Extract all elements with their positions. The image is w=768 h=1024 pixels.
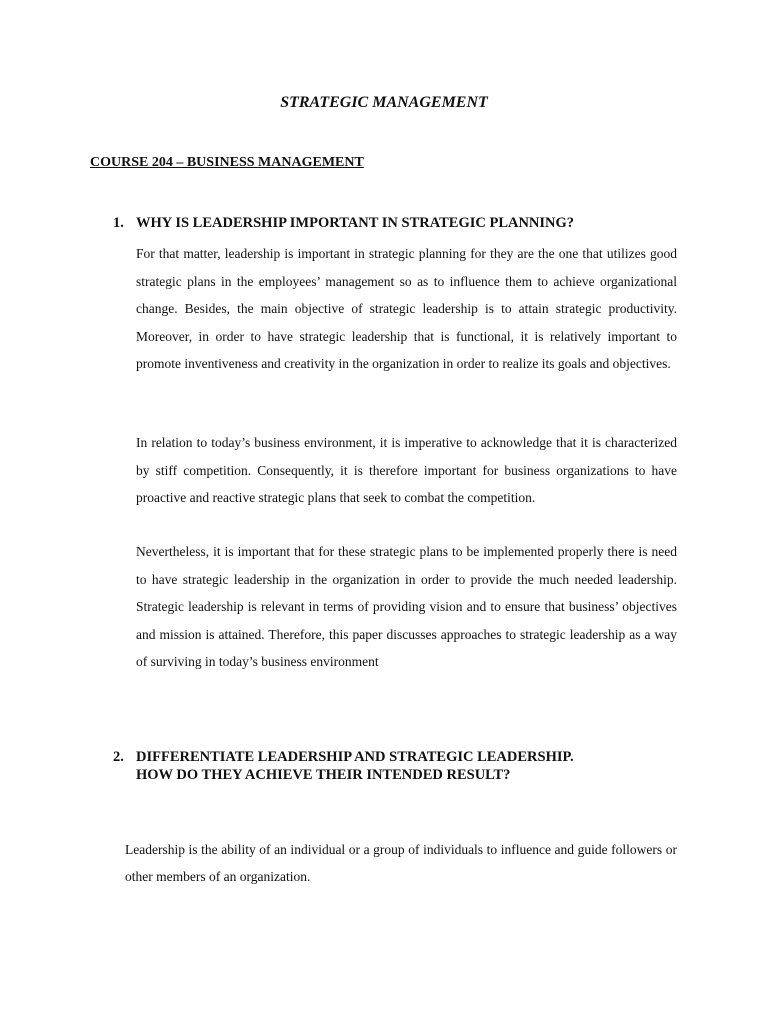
document-title: STRATEGIC MANAGEMENT <box>280 94 488 111</box>
section-1-heading <box>113 214 574 232</box>
section-2-paragraph-1: Leadership is the ability of an individual or a group of individuals to influence and guide followers or other members of an organization. <box>125 842 677 884</box>
course-heading: COURSE 204 – BUSINESS MANAGEMENT <box>90 155 364 170</box>
section-1-number: 1. <box>113 215 124 231</box>
section-2-number: 2. <box>113 749 124 765</box>
section-1-paragraph-2: In relation to today’s business environment, it is imperative to acknowledge that it is characterized by stiff competition. Consequently, it is therefore important for business organizations to have proactive and reactive strategic plans that seek to combat the competition. <box>136 435 677 505</box>
section-2-heading <box>113 748 574 784</box>
section-1-paragraph-3: Nevertheless, it is important that for these strategic plans to be implemented properly there is need to have strategic leadership in the organization in order to provide the much needed leadership. Strategic leadership is relevant in terms of providing vision and to ensure that business’ objectives and mission is attained. Therefore, this paper discusses approaches to strategic leadership as a way of surviving in today’s business environment <box>136 544 677 669</box>
section-1-heading-text: WHY IS LEADERSHIP IMPORTANT IN STRATEGIC PLANNING? <box>136 215 575 231</box>
section-1-paragraph-1: For that matter, leadership is important in strategic planning for they are the one that utilizes good strategic plans in the employees’ management so as to influence them to achieve organizational change. Besides, the main objective of strategic leadership is to attain strategic productivity. Moreover, in order to have strategic leadership that is functional, it is relatively important to promote inventiveness and creativity in the organization in order to realize its goals and objectives. <box>136 246 677 371</box>
section-2-heading-line-1: DIFFERENTIATE LEADERSHIP AND STRATEGIC LEADERSHIP. <box>136 749 574 765</box>
section-2-heading-line-2: HOW DO THEY ACHIEVE THEIR INTENDED RESULT? <box>136 767 511 783</box>
